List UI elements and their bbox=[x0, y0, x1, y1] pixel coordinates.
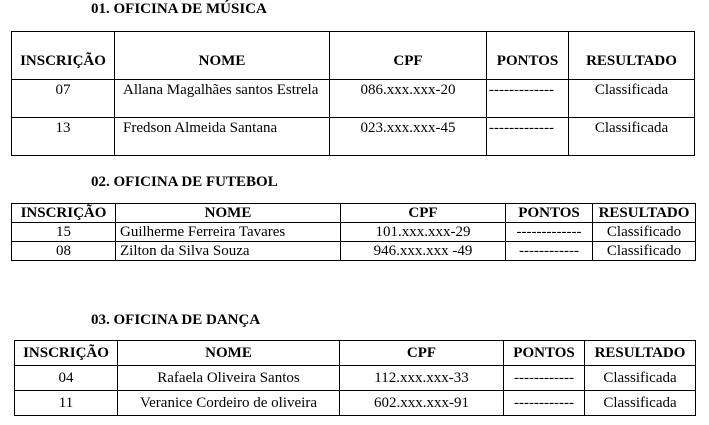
table-musica bbox=[11, 31, 695, 156]
cell-resultado: Classificado bbox=[593, 242, 696, 261]
table-header-row bbox=[15, 341, 696, 366]
header-resultado: RESULTADO bbox=[585, 341, 696, 366]
header-resultado: RESULTADO bbox=[593, 204, 696, 223]
cell-cpf: 112.xxx.xxx-33 bbox=[340, 366, 504, 391]
cell-nome: Allana Magalhães santos Estrela bbox=[115, 80, 330, 118]
cell-pontos: ------------ bbox=[504, 391, 585, 416]
table-futebol bbox=[11, 203, 696, 261]
cell-pontos: ------------- bbox=[487, 118, 569, 156]
header-pontos: PONTOS bbox=[506, 204, 593, 223]
cell-nome: Rafaela Oliveira Santos bbox=[118, 366, 340, 391]
header-inscricao: INSCRIÇÃO bbox=[12, 204, 116, 223]
cell-pontos: ------------- bbox=[487, 80, 569, 118]
cell-nome: Fredson Almeida Santana bbox=[115, 118, 330, 156]
section-title-musica: 01. OFICINA DE MÚSICA bbox=[91, 1, 267, 17]
table-header-row bbox=[12, 204, 696, 223]
header-nome: NOME bbox=[118, 341, 340, 366]
header-cpf: CPF bbox=[330, 32, 487, 80]
header-inscricao: INSCRIÇÃO bbox=[15, 341, 118, 366]
header-pontos: PONTOS bbox=[504, 341, 585, 366]
cell-inscricao: 11 bbox=[15, 391, 118, 416]
cell-resultado: Classificada bbox=[585, 391, 696, 416]
header-nome: NOME bbox=[115, 32, 330, 80]
cell-pontos: ------------ bbox=[504, 366, 585, 391]
header-cpf: CPF bbox=[340, 341, 504, 366]
table-row bbox=[15, 391, 696, 416]
table-row bbox=[12, 242, 696, 261]
cell-cpf: 101.xxx.xxx-29 bbox=[341, 223, 506, 242]
cell-nome: Veranice Cordeiro de oliveira bbox=[118, 391, 340, 416]
cell-resultado: Classificada bbox=[569, 118, 695, 156]
cell-pontos: ------------- bbox=[506, 223, 593, 242]
cell-nome: Zilton da Silva Souza bbox=[116, 242, 341, 261]
cell-inscricao: 07 bbox=[12, 80, 115, 118]
cell-cpf: 946.xxx.xxx -49 bbox=[341, 242, 506, 261]
table-row bbox=[12, 118, 695, 156]
table-row bbox=[12, 223, 696, 242]
cell-resultado: Classificado bbox=[593, 223, 696, 242]
section-title-futebol: 02. OFICINA DE FUTEBOL bbox=[91, 174, 278, 190]
header-inscricao: INSCRIÇÃO bbox=[12, 32, 115, 80]
table-row bbox=[12, 80, 695, 118]
section-title-danca: 03. OFICINA DE DANÇA bbox=[91, 312, 261, 328]
cell-cpf: 602.xxx.xxx-91 bbox=[340, 391, 504, 416]
cell-pontos: ------------ bbox=[506, 242, 593, 261]
header-resultado: RESULTADO bbox=[569, 32, 695, 80]
cell-cpf: 023.xxx.xxx-45 bbox=[330, 118, 487, 156]
table-danca bbox=[14, 340, 696, 416]
cell-nome: Guilherme Ferreira Tavares bbox=[116, 223, 341, 242]
header-nome: NOME bbox=[116, 204, 341, 223]
cell-inscricao: 13 bbox=[12, 118, 115, 156]
cell-resultado: Classificada bbox=[585, 366, 696, 391]
table-row bbox=[15, 366, 696, 391]
cell-resultado: Classificada bbox=[569, 80, 695, 118]
table-header-row bbox=[12, 32, 695, 80]
cell-inscricao: 04 bbox=[15, 366, 118, 391]
cell-cpf: 086.xxx.xxx-20 bbox=[330, 80, 487, 118]
cell-inscricao: 15 bbox=[12, 223, 116, 242]
header-pontos: PONTOS bbox=[487, 32, 569, 80]
header-cpf: CPF bbox=[341, 204, 506, 223]
cell-inscricao: 08 bbox=[12, 242, 116, 261]
